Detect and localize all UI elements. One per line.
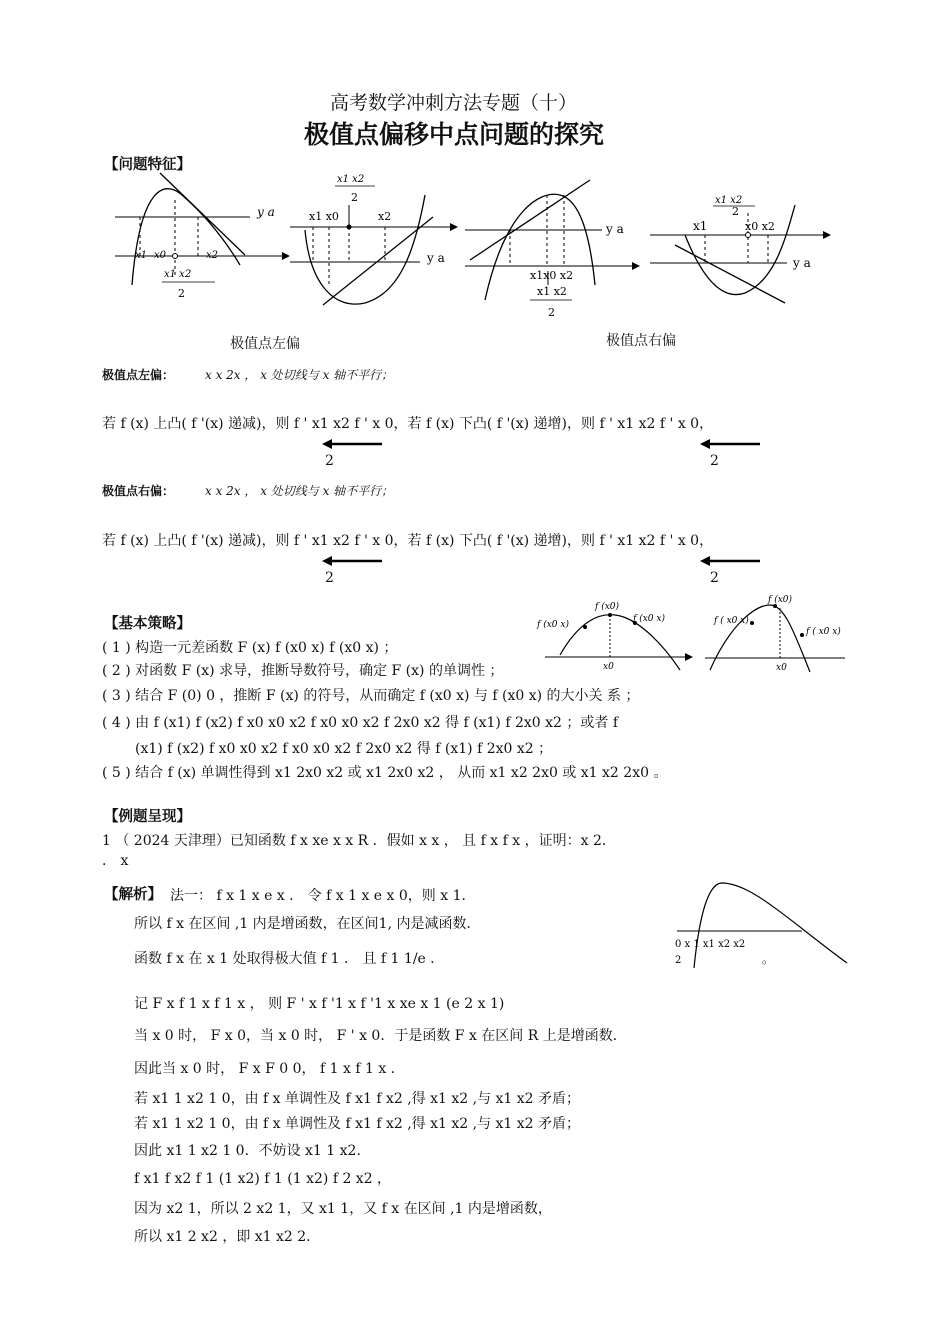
solution-line-12: 所以 x1 2 x2 ，即 x1 x2 2． [134,1229,321,1245]
solution-line-3: 函数 f x 在 x 1 处取得极大值 f 1 ． 且 f 1 1/e ． [134,951,445,967]
strategy-step-5: ( 5 ) 结合 f (x) 单调性得到 x1 2x0 x2 或 x1 2x0 x2 ， 从而 x1 x2 2x0 或 x1 x2 2x0 。 [102,765,668,781]
strategy-step-4b: (x1) f (x2) f x0 x0 x2 f x0 x0 x2 f 2x0 x2 得 f (x1) f 2x0 x2 ； [135,741,553,757]
solution-line-8: 若 x1 1 x2 1 0，由 f x 单调性及 f x1 f x2 ,得 x1 x2 ,与 x1 x2 矛盾； [134,1116,581,1132]
arrow-left-1 [322,438,382,450]
fig4-x0x2: x0 x2 [745,220,775,233]
fig2-frac-num: x1 x2 [337,174,365,185]
caption-left-bias: 极值点左偏 [230,336,300,352]
strategy-step-1: ( 1 ) 构造一元差函数 F (x) f (x0 x) f (x0 x) ； [102,640,398,656]
right-bias-line1: x x 2x ， x 处切线与 x 轴不平行； [205,484,394,498]
fig1-x2: x2 [206,250,219,261]
solution-line-6: 因此当 x 0 时， F x F 0 0， f 1 x f 1 x ． [134,1061,405,1077]
strategy-step-3: ( 3 ) 结合 F (0) 0 ，推断 F (x) 的符号，从而确定 f (x0 x) 与 f (x0 x) 的大小关 系 ； [102,688,640,704]
fig2-x2: x2 [378,210,392,223]
arrow-right-2 [700,555,760,567]
sg1-label-c: f (x0 x) [633,614,665,624]
fig2-ya: y a [427,251,445,265]
sg-label-1: 0 x 1 x1 x2 x2 [675,939,746,950]
fig3-frac-den: 2 [548,306,555,319]
fig1-x1: x1 [135,250,148,261]
sg2-label-b: f (x0) [768,595,793,605]
fig3-ya: y a [606,222,624,236]
fig1-frac-num: x1 x2 [164,269,192,280]
figure-1 [110,165,290,305]
fig4-frac-num: x1 x2 [715,195,743,206]
section-strategy: 【基本策略】 [104,616,191,632]
fig4-ya: y a [793,256,811,270]
example-statement: 1 （ 2024 天津理）已知函数 f x xe x x R ．假如 x x ， 且 f x f x ，证明：x 2． [102,833,616,849]
solution-graph [672,868,857,968]
figure-4 [645,185,845,305]
example-statement-tail: ． x [102,853,129,869]
fig1-x0: x0 [154,250,167,261]
sg2-label-c: f ( x0 x) [806,627,841,637]
arrow-right-1 [322,555,382,567]
sg1-label-a: f (x0 x) [537,620,569,630]
fig1-frac-den: 2 [178,287,185,300]
left-bias-line2: 若 f (x) 上凸( f '(x) 递减)，则 f ' x1 x2 f ' x 0，若 f (x) 下凸( f '(x) 递增)，则 f ' x1 x2 f ' x 0， [102,416,714,432]
sg2-label-a: f ( x0 x) [714,616,749,626]
arrow-left-2 [700,438,760,450]
sg-dot: 。 [762,952,775,966]
left-bias-line1: x x 2x ， x 处切线与 x 轴不平行； [205,368,394,382]
sg1-label-b: f (x0) [595,602,620,612]
right-bias-denom-1: 2 [325,570,334,586]
solution-line-10: f x1 f x2 f 1 (1 x2) f 1 (1 x2) f 2 x2 ， [134,1171,392,1187]
sg2-axis: x0 [776,663,787,673]
left-bias-label: 极值点左偏： [102,368,175,382]
fig4-x1: x1 [693,219,708,233]
subtitle: 高考数学冲刺方法专题（十） [330,92,578,114]
fig3-xs: x1x0 x2 [530,269,574,282]
fig1-ya: y a [257,205,275,219]
right-bias-denom-2: 2 [710,570,719,586]
left-bias-denom-2: 2 [710,453,719,469]
right-bias-label: 极值点右偏： [102,484,175,498]
solution-line-11: 因为 x2 1，所以 2 x2 1，又 x1 1，又 f x 在区间 ,1 内是增函数， [134,1201,552,1217]
page-title: 极值点偏移中点问题的探究 [304,120,605,149]
figure-2 [285,165,460,315]
right-bias-line2: 若 f (x) 上凸( f '(x) 递减)，则 f ' x1 x2 f ' x 0，若 f (x) 下凸( f '(x) 递增)，则 f ' x1 x2 f ' x 0， [102,533,714,549]
sg-label-2: 2 [675,955,682,966]
figure-3 [460,175,645,325]
sg1-axis: x0 [603,662,614,672]
fig3-frac-num: x1 x2 [537,285,567,298]
section-examples: 【例题呈现】 [104,809,191,825]
strategy-graph-1 [535,595,695,675]
strategy-step-2: ( 2 ) 对函数 F (x) 求导，推断导数符号，确定 F (x) 的单调性 ； [102,663,504,679]
solution-line-5: 当 x 0 时， F x 0，当 x 0 时， F ' x 0．于是函数 F x 在区间 R 上是增函数． [134,1028,627,1044]
left-bias-denom-1: 2 [325,453,334,469]
solution-line-4: 记 F x f 1 x f 1 x ， 则 F ' x f '1 x f '1 x xe x 1 (e 2 x 1) [134,996,505,1012]
solution-line-2: 所以 f x 在区间 ,1 内是增函数，在区间1, 内是减函数． [134,916,481,932]
solution-line-7: 若 x1 1 x2 1 0，由 f x 单调性及 f x1 f x2 ,得 x1 x2 ,与 x1 x2 矛盾； [134,1091,581,1107]
solution-line-1: 法一： f x 1 x e x ． 令 f x 1 x e x 0，则 x 1． [170,888,476,904]
solution-line-9: 因此 x1 1 x2 1 0．不妨设 x1 1 x2． [134,1143,371,1159]
caption-right-bias: 极值点右偏 [606,333,676,349]
fig2-frac-den: 2 [351,191,358,204]
strategy-graph-2 [700,590,850,675]
solution-label: 【解析】 [104,887,162,903]
section-features: 【问题特征】 [104,157,191,173]
fig2-x1x0: x1 x0 [309,210,339,223]
fig4-frac-den: 2 [732,205,739,218]
strategy-step-4: ( 4 ) 由 f (x1) f (x2) f x0 x0 x2 f x0 x0 x2 f 2x0 x2 得 f (x1) f 2x0 x2 ；或者 f [102,715,619,731]
